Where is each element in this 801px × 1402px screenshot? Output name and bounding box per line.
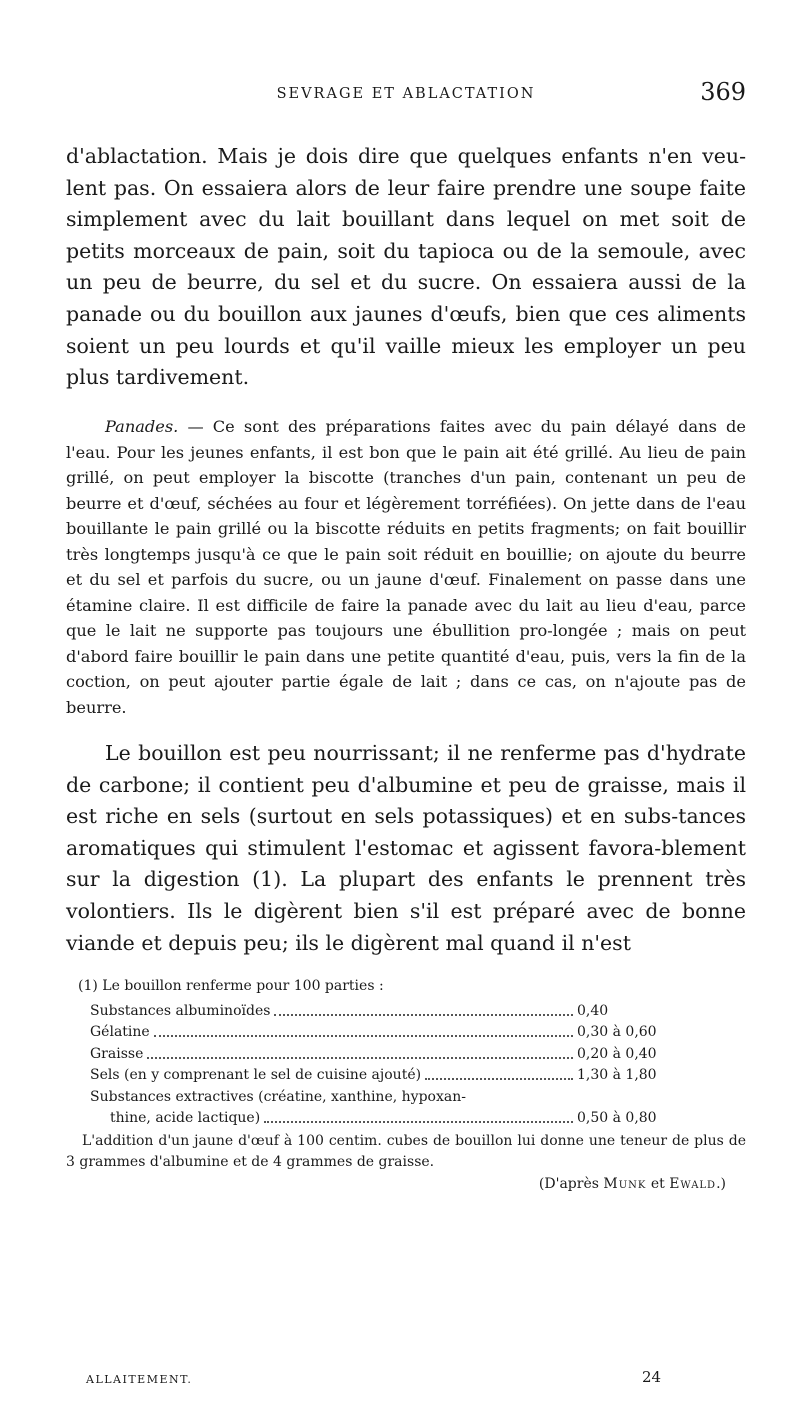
source-text: .)	[716, 1175, 726, 1192]
footnote-row	[90, 1043, 665, 1065]
panades-text: — Ce sont des préparations faites avec du pain délayé dans de l'eau. Pour les jeunes enfants, il est bon que le pain ait été grillé. Au lieu de pain grillé, on peut employer la biscotte (tranches d'un pain, contenant un peu de beurre et d'œuf, séchées au four et légèrement torréfiées). On jette dans de l'eau bouillante le pain grillé ou la biscotte réduits en petits fragments; on fait bouillir très longtemps jusqu'à ce que le pain soit réduit en bouillie; on ajoute du beurre et du sel et parfois du sucre, ou un jaune d'œuf. Finalement on passe dans une étamine claire. Il est difficile de faire la panade avec du lait au lieu d'eau, parce que le lait ne supporte pas toujours une ébullition pro-longée ; mais on peut d'abord faire bouillir le pain dans une petite quantité d'eau, puis, vers la fin de la coction, on peut ajouter partie égale de lait ; dans ce cas, on n'ajoute pas de beurre.	[66, 417, 746, 717]
footnote-row-value: 0,40	[577, 1002, 609, 1019]
footnote-row-label: Substances albuminoïdes	[90, 1002, 271, 1019]
source-text: (D'après	[538, 1175, 604, 1192]
source-text: et	[646, 1175, 670, 1192]
footnote-row-label: Graisse	[90, 1045, 144, 1062]
source-author: Ewald	[669, 1175, 717, 1192]
paragraph-bouillon: Le bouillon est peu nourrissant; il ne renferme pas d'hydrate de carbone; il contient peu d'albumine et peu de graisse, mais il est riche en sels (surtout en sels potassiques) et en subs-tances aromatiques qui stimulent l'estomac et agissent favora-blement sur la digestion (1). La plupart des enfants le prennent très volontiers. Ils le digèrent bien s'il est préparé avec de bonne viande et depuis peu; ils le digèrent mal quand il n'est	[66, 741, 746, 955]
source-author: Munk	[603, 1175, 647, 1192]
leader-dots	[147, 1057, 573, 1059]
running-head: SEVRAGE ET ABLACTATION	[276, 86, 536, 102]
footnote-row	[110, 1107, 665, 1129]
footnote-row-label: Substances extractives (créatine, xanthine, hypoxan-	[90, 1088, 466, 1105]
leader-dots	[264, 1121, 573, 1123]
footnote-row	[90, 1086, 665, 1108]
panades-lead: Panades.	[105, 417, 179, 436]
leader-dots	[154, 1035, 573, 1037]
footnote-row-value: 1,30 à 1,80	[577, 1067, 657, 1083]
page-number: 369	[700, 78, 746, 106]
footer-sheet-number: 24	[642, 1368, 662, 1386]
paragraph-ablactation: d'ablactation. Mais je dois dire que quelques enfants n'en veu-lent pas. On essaiera alors de leur faire prendre une soupe faite simplement avec du lait bouillant dans lequel on met soit de petits morceaux de pain, soit du tapioca ou de la semoule, avec un peu de beurre, du sel et du sucre. On essaiera aussi de la panade ou du bouillon aux jaunes d'œufs, bien que ces aliments soient un peu lourds et qu'il vaille mieux les employer un peu plus tardivement.	[66, 144, 746, 390]
footnote-row-value: 0,20 à 0,40	[577, 1045, 657, 1062]
footnote-row-value: 0,50 à 0,80	[577, 1110, 657, 1126]
page-header	[66, 78, 746, 112]
footnote-source	[539, 1174, 726, 1196]
leader-dots	[274, 1014, 573, 1016]
leader-dots	[425, 1078, 573, 1080]
paragraph-panades	[66, 414, 746, 720]
footnote-row	[90, 1064, 665, 1086]
footnote-addition: L'addition d'un jaune d'œuf à 100 centim. cubes de bouillon lui donne une teneur de plus de 3 grammes d'albumine et de 4 grammes de graisse.	[66, 1132, 746, 1170]
footnote-title: (1) Le bouillon renferme pour 100 parties :	[78, 978, 384, 994]
footnote-row-label: Gélatine	[90, 1024, 150, 1040]
footnote-row	[90, 1000, 665, 1022]
footnote-row-value: 0,30 à 0,60	[577, 1024, 657, 1040]
footnote-row	[90, 1021, 665, 1043]
footer-signature: ALLAITEMENT.	[86, 1373, 193, 1386]
footnote-row-label: thine, acide lactique)	[110, 1110, 261, 1126]
footnote-row-label: Sels (en y comprenant le sel de cuisine ajouté)	[90, 1067, 422, 1083]
